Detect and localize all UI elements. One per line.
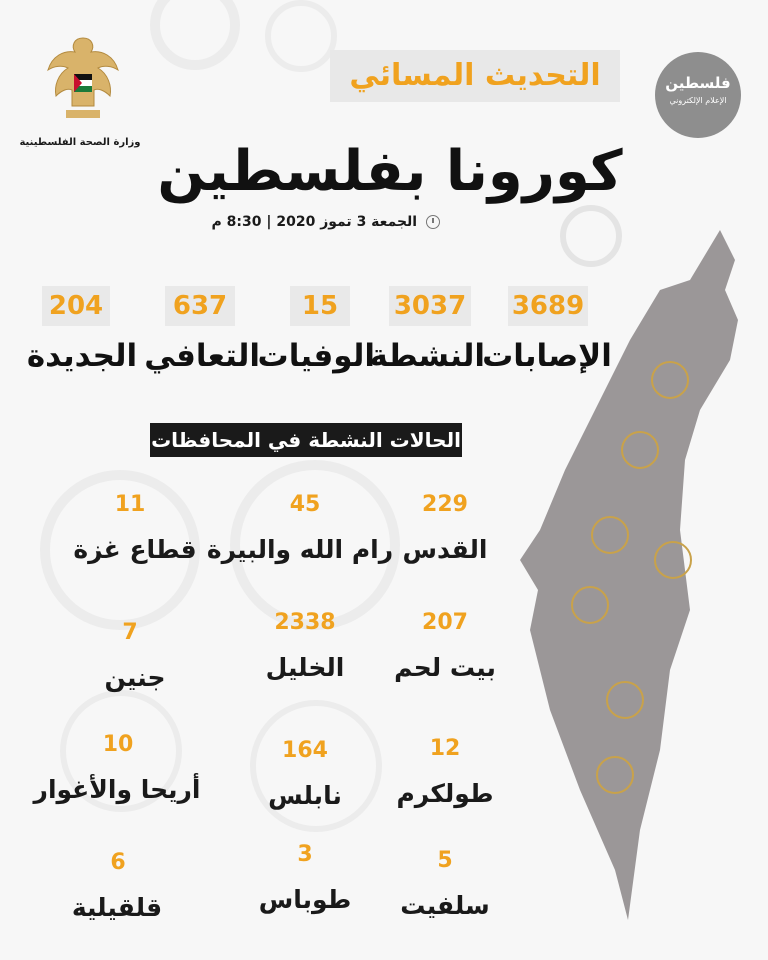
ministry-name: وزارة الصحة الفلسطينية — [19, 137, 141, 148]
gov-name-bethlehem: بيت لحم — [394, 653, 496, 682]
page-title: كورونا بفلسطين — [157, 139, 623, 204]
stat-label-new: الجديدة — [26, 338, 138, 374]
gov-name-ramallah: رام الله والبيرة — [206, 535, 394, 564]
gov-name-hebron: الخليل — [265, 653, 345, 682]
gov-value-bethlehem: 207 — [422, 610, 468, 635]
gov-value-tubas: 3 — [297, 842, 313, 867]
stat-value-active: 3037 — [389, 286, 471, 326]
clock-icon — [426, 215, 440, 229]
palestine-emblem-icon — [44, 34, 122, 122]
stat-value-deaths: 15 — [290, 286, 350, 326]
gov-value-nablus: 164 — [282, 738, 328, 763]
gov-value-ramallah: 45 — [289, 492, 321, 517]
gov-name-tulkarm: طولكرم — [396, 779, 494, 808]
virus-decoration — [265, 0, 337, 72]
virus-decoration — [150, 0, 240, 70]
gov-value-qalqilya: 6 — [110, 850, 126, 875]
gov-value-hebron: 2338 — [274, 610, 336, 635]
gov-name-jerusalem: القدس — [402, 535, 488, 564]
gov-value-jenin: 7 — [122, 620, 138, 645]
gov-value-tulkarm: 12 — [429, 736, 461, 761]
stat-label-infections: الإصابات — [482, 338, 612, 374]
stat-label-active: النشطة — [369, 338, 485, 374]
gov-name-jericho: أريحا والأغوار — [33, 775, 201, 804]
datetime-text: الجمعة 3 تموز 2020 | 8:30 م — [211, 214, 418, 230]
gov-name-nablus: نابلس — [268, 781, 342, 810]
update-badge: التحديث المسائي — [330, 50, 620, 102]
virus-decoration — [250, 700, 382, 832]
gov-name-jenin: جنين — [104, 663, 166, 692]
section-title: الحالات النشطة في المحافظات — [150, 423, 462, 457]
logo-line2: الإعلام الإلكتروني — [669, 96, 727, 105]
stat-value-infections: 3689 — [508, 286, 588, 326]
gov-value-jericho: 10 — [102, 732, 134, 757]
stat-label-recovered: التعافي — [144, 338, 260, 374]
gov-value-salfit: 5 — [437, 848, 453, 873]
media-logo — [655, 52, 741, 138]
gov-name-tubas: طوباس — [258, 885, 352, 914]
gov-value-gaza: 11 — [114, 492, 146, 517]
stat-value-new: 204 — [42, 286, 110, 326]
stat-value-recovered: 637 — [165, 286, 235, 326]
gov-name-qalqilya: قلقيلية — [71, 893, 163, 922]
stat-label-deaths: الوفيات — [257, 338, 375, 374]
logo-line1: فلسطين — [665, 74, 731, 92]
gov-name-gaza: قطاع غزة — [73, 535, 197, 564]
gov-name-salfit: سلفيت — [400, 891, 490, 920]
datetime — [200, 214, 440, 230]
palestine-map — [520, 230, 745, 930]
gov-value-jerusalem: 229 — [422, 492, 468, 517]
